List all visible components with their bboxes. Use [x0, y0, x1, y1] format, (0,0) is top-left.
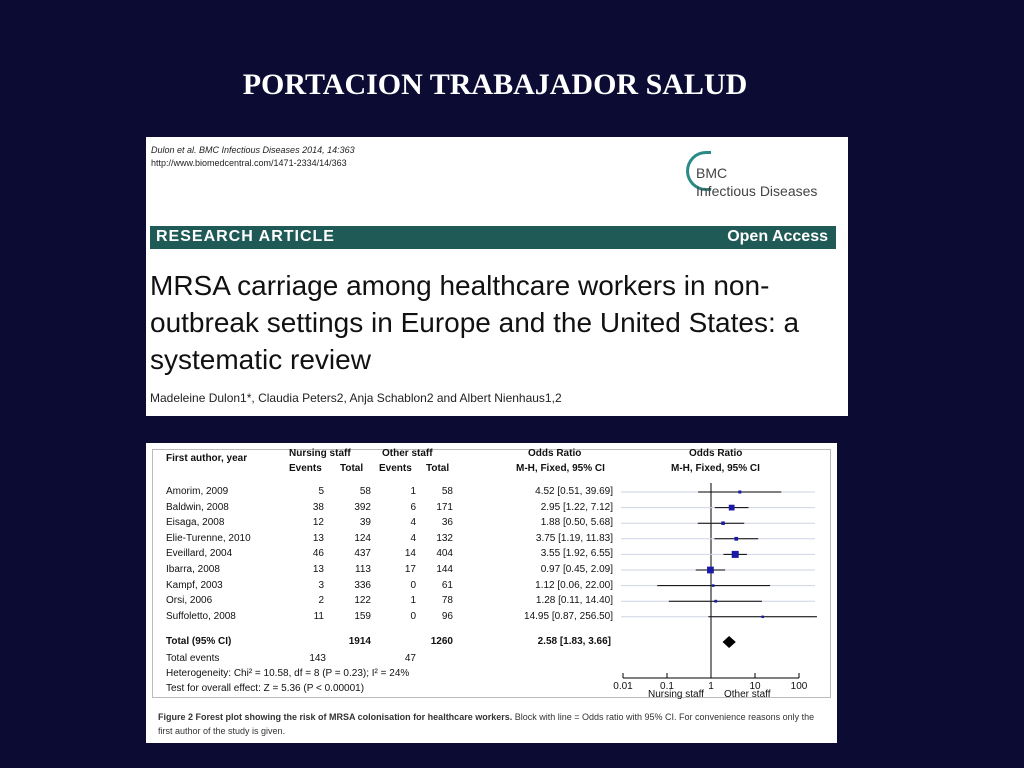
- access-label: Open Access: [727, 228, 828, 245]
- study-total2: 36: [441, 517, 453, 529]
- pooled-diamond: [723, 636, 736, 648]
- study-total2: 96: [441, 610, 453, 622]
- study-marker: [761, 616, 764, 619]
- study-or: 1.28 [0.11, 14.40]: [535, 595, 613, 607]
- x-tick-label: 0.01: [613, 681, 633, 692]
- header-other: Other staff: [382, 448, 433, 459]
- caption-bold: Figure 2 Forest plot showing the risk of MRSA colonisation for healthcare workers.: [158, 712, 513, 722]
- bmc-logo: [686, 147, 836, 202]
- study-total1: 58: [359, 486, 371, 497]
- study-name: Orsi, 2006: [166, 595, 213, 607]
- header-method-plot: M-H, Fixed, 95% CI: [671, 463, 760, 474]
- study-total2: 144: [436, 564, 453, 575]
- section-label: RESEARCH ARTICLE: [156, 228, 335, 245]
- study-marker: [712, 584, 715, 587]
- total-events2: 47: [404, 653, 416, 664]
- study-total2: 404: [436, 548, 453, 560]
- article-type-bar: [150, 226, 836, 249]
- heterogeneity: Heterogeneity: Chi² = 10.58, df = 8 (P = 0.23); I² = 24%: [166, 668, 410, 679]
- article-header: [146, 137, 848, 416]
- study-total1: 124: [354, 532, 371, 544]
- study-or: 14.95 [0.87, 256.50]: [524, 610, 613, 622]
- study-events1: 13: [312, 564, 324, 575]
- study-events2: 1: [410, 486, 416, 497]
- citation-url: http://www.biomedcentral.com/1471-2334/14/363: [151, 158, 347, 168]
- study-total1: 392: [354, 501, 371, 513]
- study-events2: 4: [410, 532, 416, 544]
- study-total2: 171: [436, 501, 453, 513]
- figure-caption: [158, 710, 828, 738]
- study-name: Eisaga, 2008: [166, 517, 225, 529]
- header-total1: Total: [340, 463, 364, 474]
- study-total2: 78: [441, 595, 453, 607]
- study-name: Amorim, 2009: [166, 486, 229, 497]
- study-marker: [729, 505, 735, 511]
- header-study: First author, year: [166, 453, 248, 464]
- x-tick-label: 0.1: [660, 681, 674, 692]
- study-marker: [714, 600, 717, 603]
- study-marker: [732, 551, 739, 558]
- study-or: 3.75 [1.19, 11.83]: [535, 532, 613, 544]
- header-events2: Events: [379, 463, 412, 474]
- total-events-label: Total events: [166, 653, 220, 664]
- bmc-logo-journal: Infectious Diseases: [696, 183, 818, 199]
- article-authors: Madeleine Dulon1*, Claudia Peters2, Anja Schablon2 and Albert Nienhaus1,2: [150, 391, 562, 405]
- caption-rest: Block with line = Odds ratio with 95% CI. For convenience reasons only the first author of the study is given.: [158, 712, 815, 736]
- study-events2: 0: [410, 579, 416, 591]
- axis-left-label: Nursing staff: [648, 689, 704, 700]
- study-name: Kampf, 2003: [166, 579, 223, 591]
- total-label: Total (95% CI): [166, 636, 232, 647]
- study-total2: 132: [436, 532, 453, 544]
- study-events2: 17: [404, 564, 416, 575]
- x-tick-label: 1: [708, 681, 714, 692]
- study-events1: 11: [313, 610, 324, 622]
- x-tick-label: 10: [749, 681, 761, 692]
- study-total2: 58: [441, 486, 453, 497]
- citation-journal: Dulon et al. BMC Infectious Diseases 2014, 14:363: [151, 145, 355, 155]
- header-events1: Events: [289, 463, 322, 474]
- article-title: MRSA carriage among healthcare workers in non-outbreak settings in Europe and the United States: a systematic review: [150, 270, 800, 375]
- forest-plot-figure: [146, 443, 837, 743]
- study-or: 1.88 [0.50, 5.68]: [540, 517, 613, 529]
- study-events1: 12: [312, 517, 324, 529]
- x-tick-label: 100: [790, 681, 808, 692]
- axis-right-label: Other staff: [724, 689, 771, 700]
- study-events1: 3: [318, 579, 324, 591]
- total-events1: 143: [309, 653, 326, 664]
- study-events1: 2: [318, 595, 324, 607]
- study-name: Eveillard, 2004: [166, 548, 233, 560]
- header-nursing: Nursing staff: [289, 448, 351, 459]
- header-total2: Total: [426, 463, 450, 474]
- slide-title: PORTACION TRABAJADOR SALUD: [242, 68, 748, 101]
- study-total1: 39: [359, 517, 371, 529]
- study-name: Elie-Turenne, 2010: [166, 532, 251, 544]
- total-n2: 1260: [430, 636, 453, 647]
- study-events1: 5: [318, 486, 324, 497]
- study-total1: 336: [354, 579, 371, 591]
- study-name: Baldwin, 2008: [166, 501, 229, 513]
- study-marker: [707, 567, 714, 574]
- study-name: Suffoletto, 2008: [166, 610, 236, 622]
- total-or: 2.58 [1.83, 3.66]: [537, 636, 611, 647]
- overall-effect: Test for overall effect: Z = 5.36 (P < 0.00001): [166, 683, 365, 694]
- total-n1: 1914: [348, 636, 371, 647]
- study-total1: 113: [355, 564, 371, 575]
- study-marker: [738, 491, 741, 494]
- study-events2: 0: [410, 610, 416, 622]
- header-method-text: M-H, Fixed, 95% CI: [516, 463, 605, 474]
- study-total1: 122: [354, 595, 371, 607]
- study-marker: [734, 537, 738, 541]
- study-total1: 159: [354, 610, 371, 622]
- study-events2: 14: [404, 548, 416, 560]
- bmc-logo-name: BMC: [696, 165, 728, 181]
- study-events2: 6: [410, 501, 416, 513]
- study-marker: [721, 521, 725, 525]
- forest-plot-svg: [146, 443, 837, 708]
- study-events2: 1: [410, 595, 416, 607]
- citation: [151, 144, 355, 170]
- header-or-plot: Odds Ratio: [689, 448, 743, 459]
- study-or: 4.52 [0.51, 39.69]: [535, 486, 613, 497]
- study-name: Ibarra, 2008: [166, 564, 220, 575]
- header-or-text: Odds Ratio: [528, 448, 582, 459]
- study-events1: 13: [312, 532, 324, 544]
- study-events1: 46: [312, 548, 324, 560]
- study-total2: 61: [441, 579, 453, 591]
- study-or: 3.55 [1.92, 6.55]: [540, 548, 613, 560]
- study-or: 2.95 [1.22, 7.12]: [540, 501, 613, 513]
- study-or: 1.12 [0.06, 22.00]: [535, 579, 613, 591]
- study-total1: 437: [354, 548, 371, 560]
- study-events2: 4: [410, 517, 416, 529]
- study-events1: 38: [312, 501, 324, 513]
- study-or: 0.97 [0.45, 2.09]: [540, 564, 613, 575]
